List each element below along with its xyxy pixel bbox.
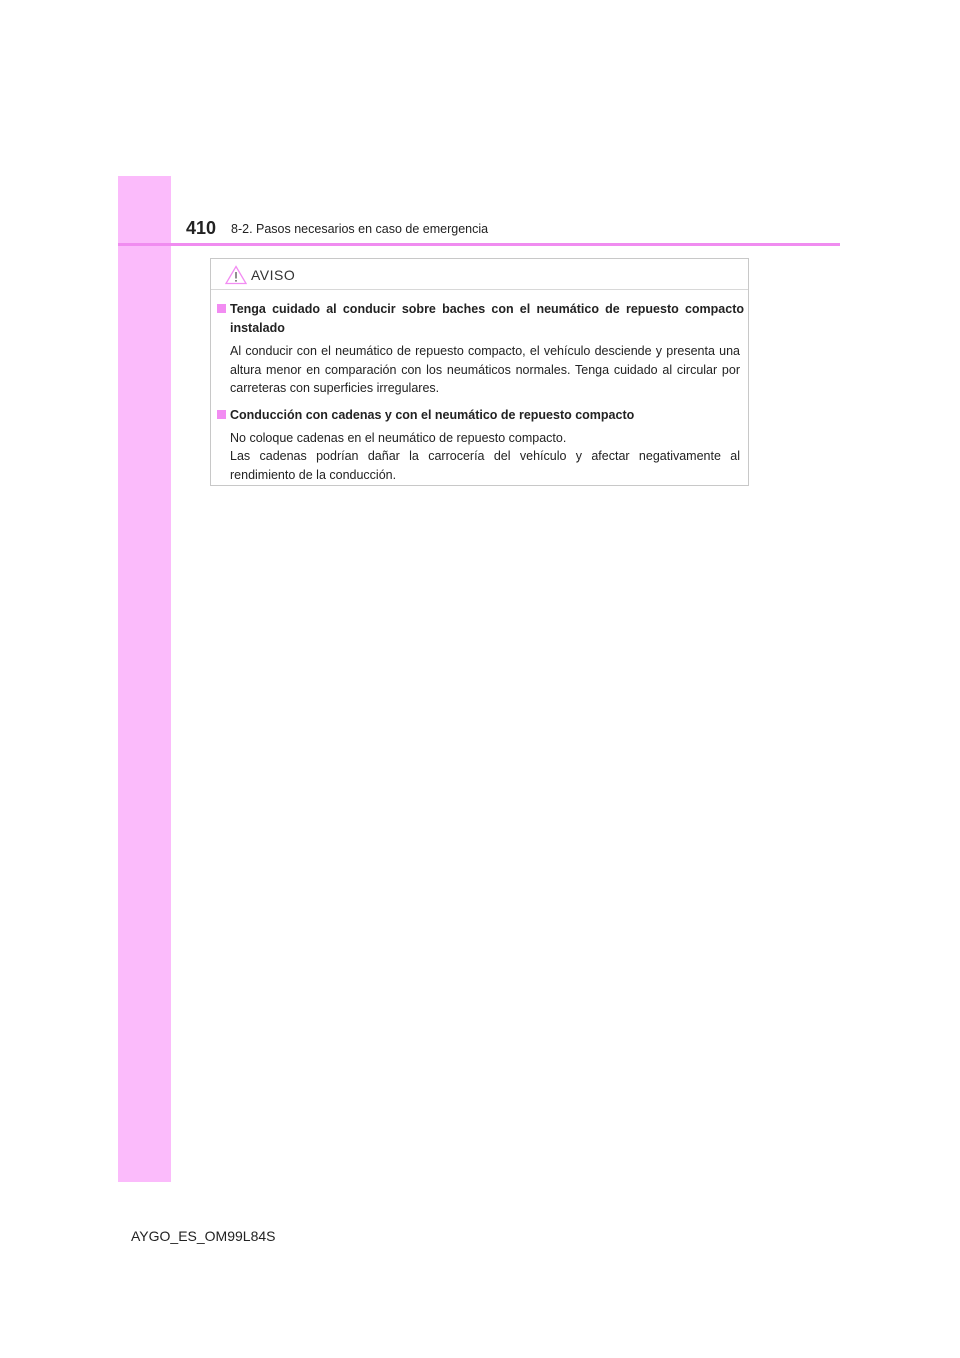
warning-item-paragraph: Al conducir con el neumático de repuesto compacto, el vehículo desciende y presenta una altura menor en comparación con los neumáticos normales. Tenga cuidado al circular por carreteras con superficies irregulares. [230,344,740,395]
warning-box [210,258,749,486]
page-number: 410 [186,218,217,238]
document-code: AYGO_ES_OM99L84S [131,1228,276,1244]
warning-label: AVISO [251,267,296,283]
warning-item-title: Conducción con cadenas y con el neumático de repuesto compacto [230,407,635,422]
warning-item-title: Tenga cuidado al conducir sobre baches con el neumático de repuesto compacto instalado [230,302,744,335]
square-bullet-icon [217,304,226,313]
warning-header [225,263,295,287]
warning-triangle-icon [225,265,247,285]
pink-side-tab [118,176,171,1182]
warning-item-body [230,342,740,398]
header-divider [118,243,840,246]
warning-item [217,406,744,485]
section-title: 8-2. Pasos necesarios en caso de emergencia [231,222,489,236]
square-bullet-icon [217,410,226,419]
warning-item [217,300,744,398]
warning-item-paragraph: No coloque cadenas en el neumático de repuesto compacto. [230,430,567,445]
warning-item-paragraph: Las cadenas podrían dañar la carrocería del vehículo y afectar negativamente al rendimiento de la conducción. [230,449,740,482]
warning-item-body [230,429,740,485]
warning-divider [211,289,748,290]
warning-items [217,300,744,492]
